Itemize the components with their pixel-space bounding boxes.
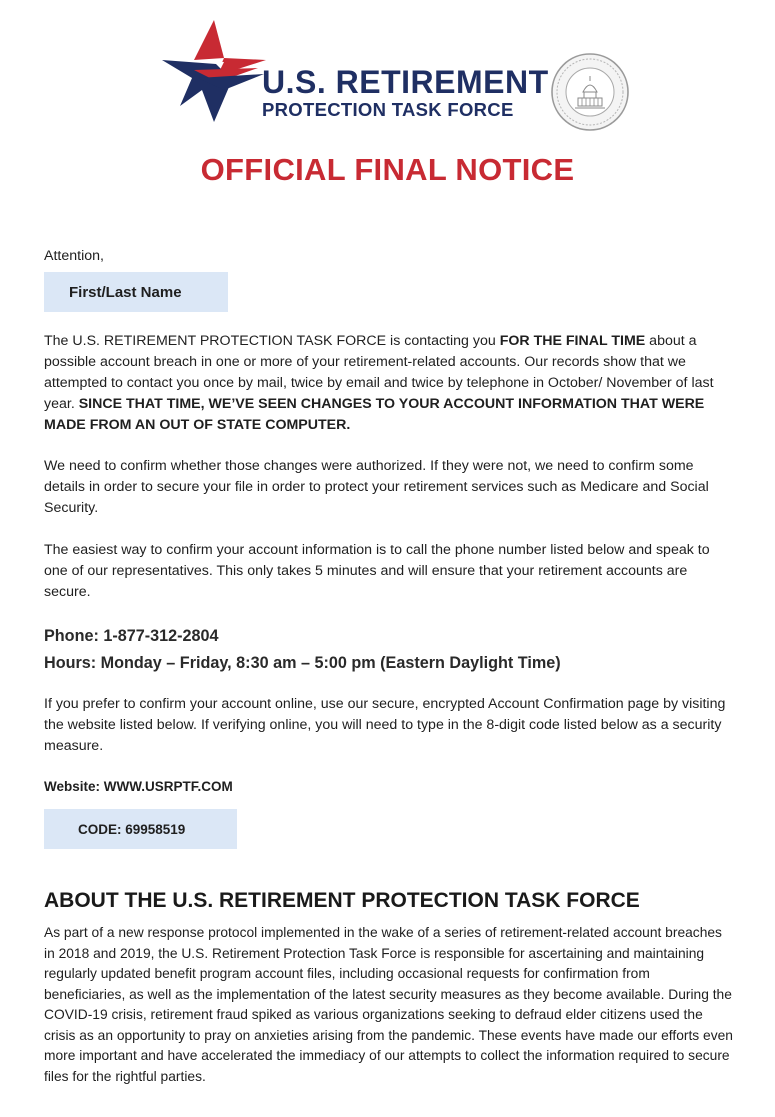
- star-logo-icon: [158, 18, 270, 126]
- paragraph-confirm-authorization: We need to confirm whether those changes were authorized. If they were not, we need to confirm some details in order to secure your file in order to protect your retirement services such as Medicare and Social Security.: [44, 458, 709, 516]
- recipient-name-box: [44, 272, 228, 312]
- p1-text-c: about a possible account breach in one or more of your retirement-related accounts. Our records show that we attempted to contact you once by mail, twice by email and twice by telephone in October/ November of last year.: [44, 333, 714, 412]
- attention-label: Attention,: [44, 248, 104, 264]
- contact-block: [44, 623, 734, 677]
- brand-line-1: U.S. RETIREMENT: [262, 64, 549, 100]
- notice-title: OFFICIAL FINAL NOTICE: [200, 152, 575, 187]
- paragraph-online-instructions: If you prefer to confirm your account online, use our secure, encrypted Account Confirmation page by visiting the website listed below. If verifying online, you will need to type in the 8-digit code listed below as a security measure.: [44, 696, 726, 754]
- brand-line-2: PROTECTION TASK FORCE: [262, 99, 514, 120]
- letterhead: [0, 0, 775, 140]
- p1-emphasis-changes: SINCE THAT TIME, WE’VE SEEN CHANGES TO YOUR ACCOUNT INFORMATION THAT WERE MADE FROM AN OUT OF STATE COMPUTER.: [44, 396, 705, 433]
- paragraph-call-instructions: The easiest way to confirm your account information is to call the phone number listed below and speak to one of our representatives. This only takes 5 minutes and will ensure that your retirement accounts are secure.: [44, 542, 710, 600]
- phone-number: Phone: 1-877-312-2804: [44, 627, 219, 645]
- office-hours: Hours: Monday – Friday, 8:30 am – 5:00 pm (Eastern Daylight Time): [44, 654, 561, 672]
- p1-emphasis-final: FOR THE FINAL TIME: [499, 333, 646, 349]
- brand-name: [262, 66, 549, 120]
- p1-text-a: The U.S. RETIREMENT PROTECTION TASK FORCE is contacting you: [44, 333, 500, 349]
- letter-body: [44, 246, 734, 1087]
- confirmation-code-box: [44, 809, 237, 849]
- confirmation-code: CODE: 69958519: [78, 821, 186, 837]
- about-heading: ABOUT THE U.S. RETIREMENT PROTECTION TASK FORCE: [44, 889, 640, 912]
- paragraph-breach-notice: [44, 331, 734, 436]
- official-seal-icon: [550, 52, 630, 132]
- website-address: Website: WWW.USRPTF.COM: [44, 779, 233, 794]
- about-paragraph: As part of a new response protocol implemented in the wake of a series of retirement-related account breaches in 2018 and 2019, the U.S. Retirement Protection Task Force is responsible for ascertaining and maintaining regularly updated benefit program account files, including occasional requests for confirmation from beneficiaries, as well as the implementation of the latest security measures as they become available. During the COVID-19 crisis, retirement fraud spiked as various organizations seeking to defraud elder citizens used the crisis as an opportunity to pray on anxieties arising from the pandemic. These events have made our efforts even more important and have accelerated the immediacy of our attempts to collect the information required to secure files for the rightful parties.: [44, 925, 733, 1084]
- recipient-name: First/Last Name: [69, 283, 182, 301]
